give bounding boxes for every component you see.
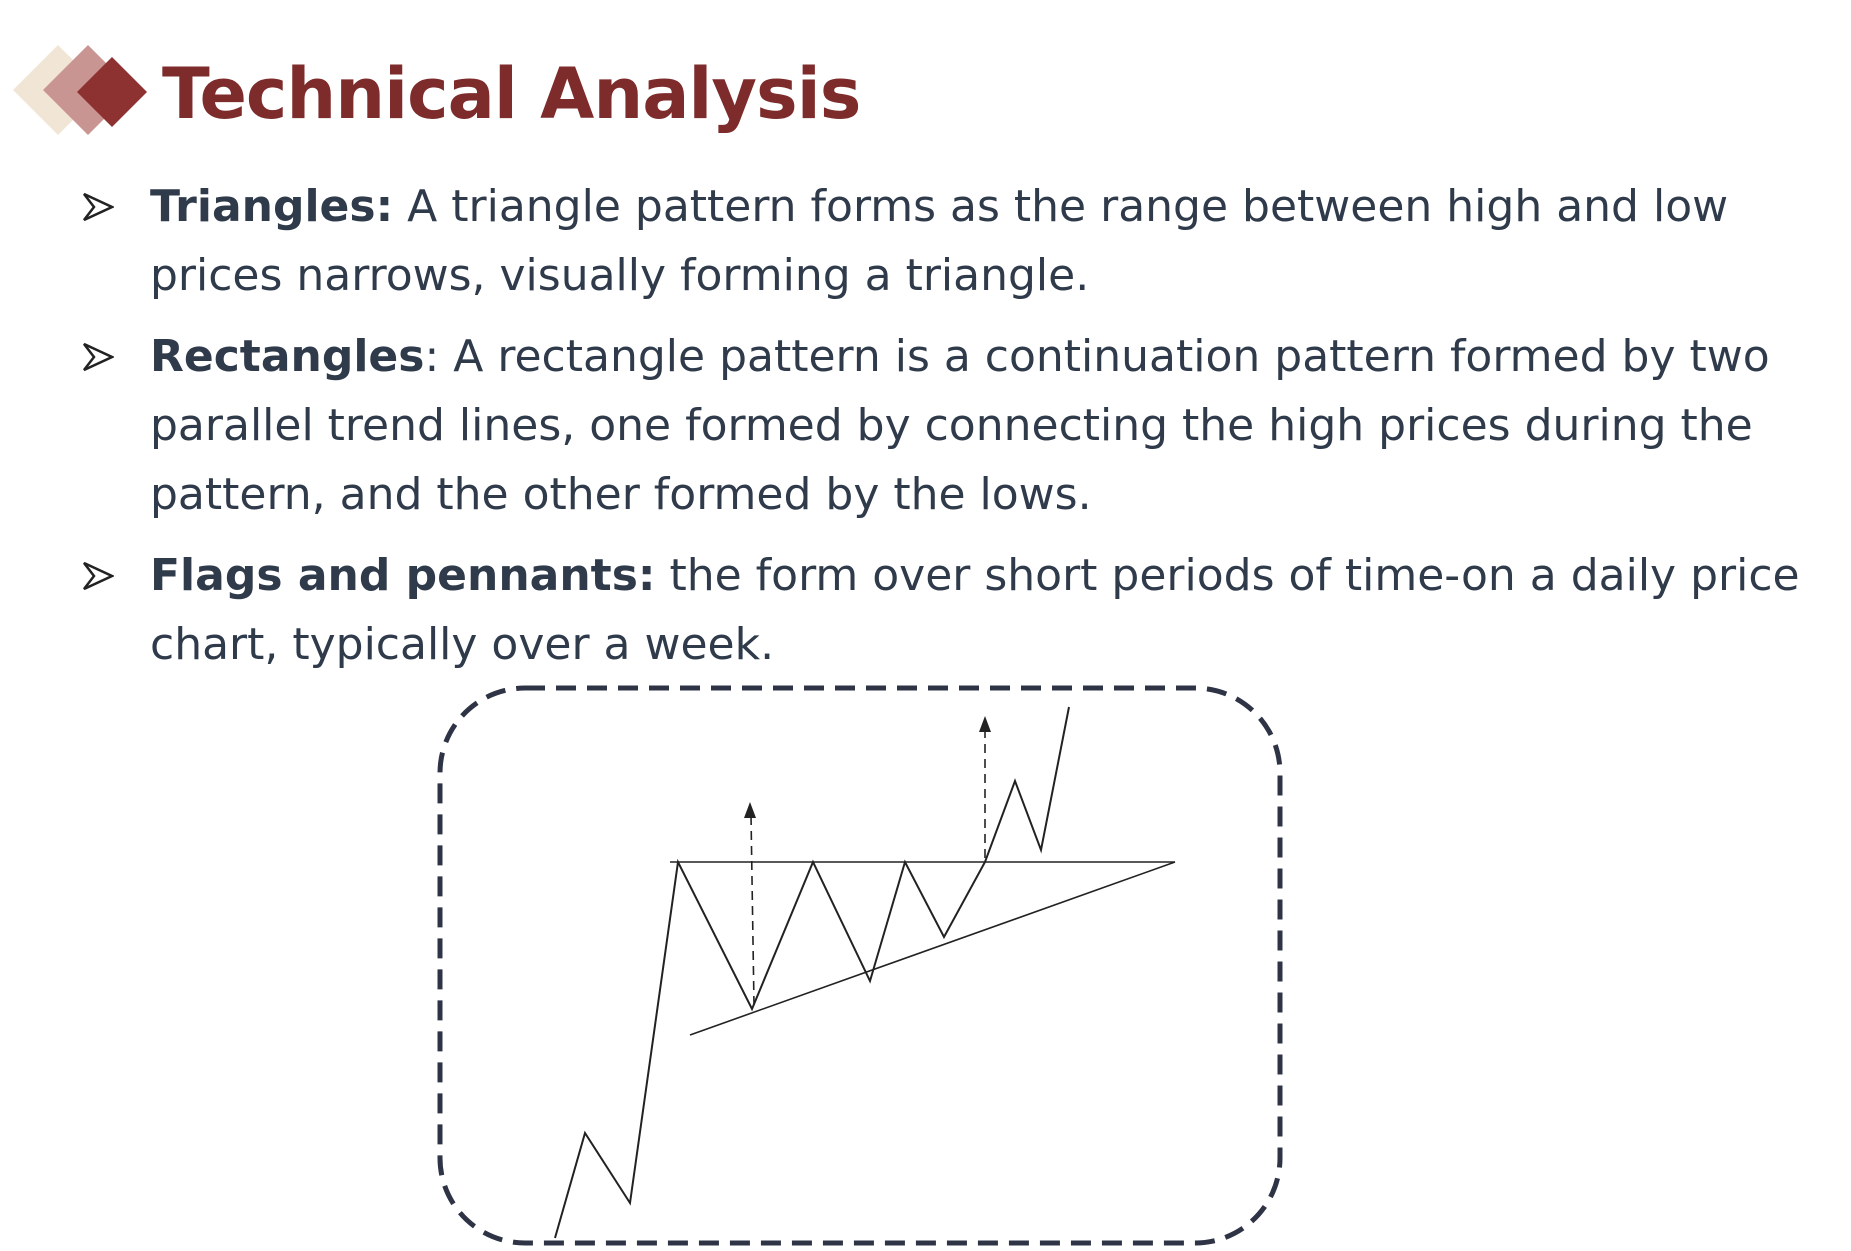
- price-path: [555, 707, 1069, 1238]
- bullet-item-triangles: [72, 172, 1772, 310]
- support-line: [690, 862, 1175, 1035]
- bullet-text: : A rectangle pattern is a continuation pattern formed by two: [424, 331, 1770, 382]
- bullet-text: A triangle pattern forms as the range between high and low: [393, 181, 1729, 232]
- breakout-arrow-1: [751, 815, 754, 1005]
- bullet-item-rectangles: [72, 322, 1772, 529]
- arrowhead-icon: [744, 802, 756, 818]
- arrowhead-icon: [979, 716, 991, 732]
- arrowhead-bullet-icon: [82, 342, 114, 372]
- bullet-term: Triangles:: [150, 181, 394, 232]
- bullet-list: [72, 172, 1800, 691]
- bullet-text: parallel trend lines, one formed by connecting the high prices during the: [150, 400, 1753, 451]
- arrowhead-bullet-icon: [82, 561, 114, 591]
- bullet-term: Flags and pennants:: [150, 550, 656, 601]
- bullet-text: pattern, and the other formed by the lows.: [150, 469, 1092, 520]
- bullet-text: the form over short periods of time-on a daily price: [655, 550, 1800, 601]
- page-title: Technical Analysis: [162, 53, 861, 135]
- diamond-stack-icon: [8, 40, 158, 150]
- triangle-pattern-diagram: [430, 680, 1290, 1248]
- bullet-text: prices narrows, visually forming a triangle.: [150, 250, 1090, 301]
- dashed-frame: [440, 688, 1280, 1243]
- bullet-text: chart, typically over a week.: [150, 619, 775, 670]
- arrowhead-bullet-icon: [82, 192, 114, 222]
- bullet-term: Rectangles: [150, 331, 425, 382]
- bullet-item-flags-pennants: [72, 541, 1800, 679]
